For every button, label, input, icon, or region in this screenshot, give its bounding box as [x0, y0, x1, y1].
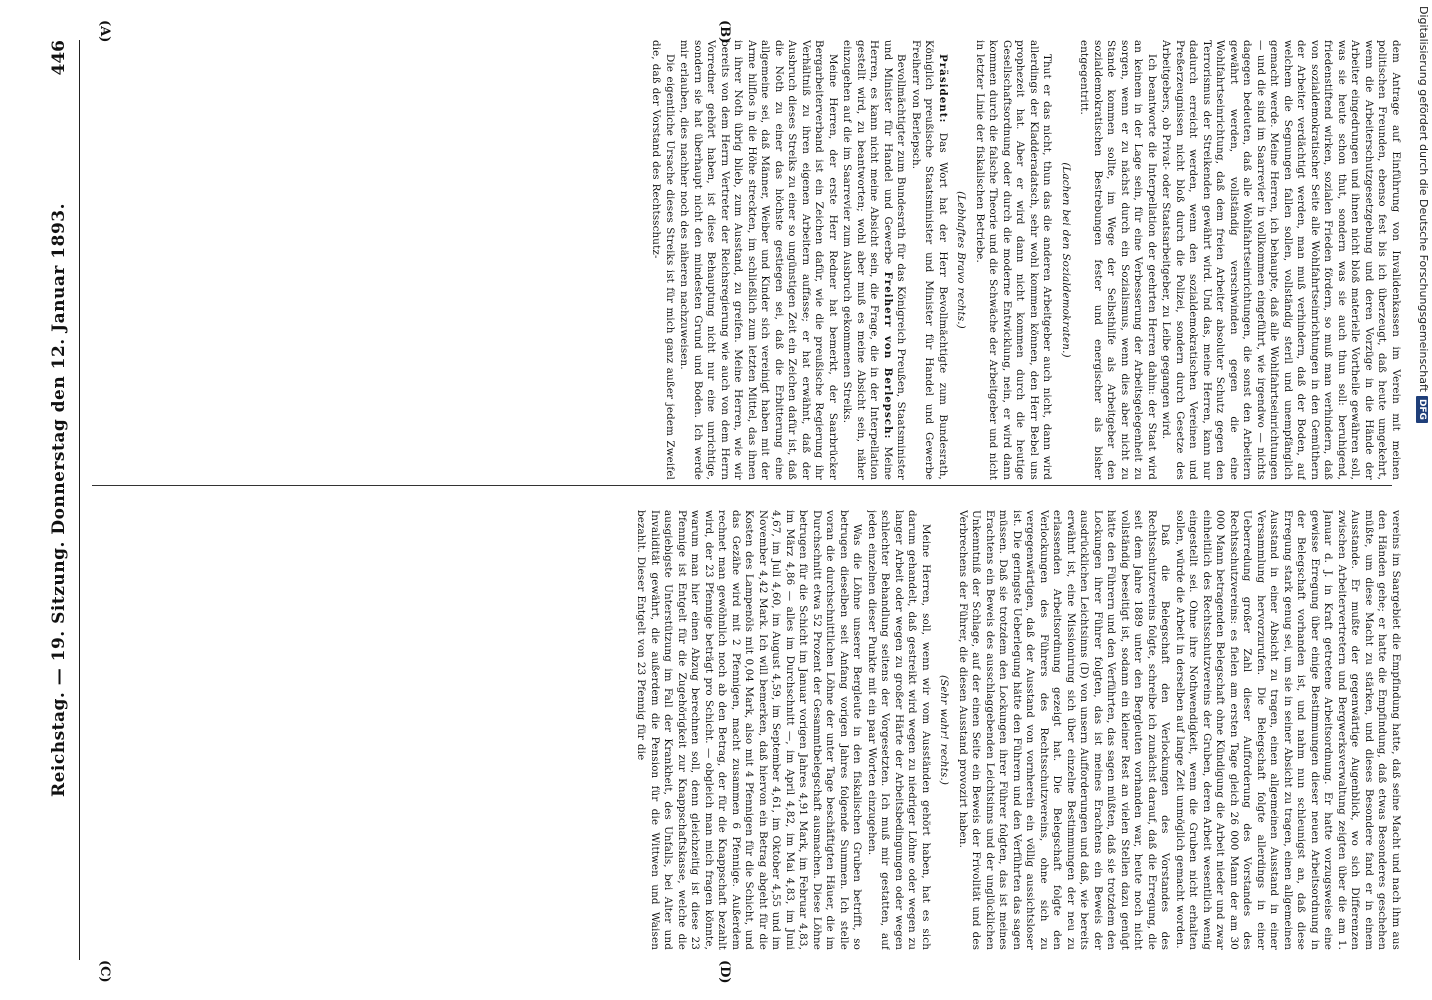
dfg-logo: DFG	[1416, 396, 1428, 423]
column-divider	[92, 485, 1392, 486]
margin-mark-d: (D)	[717, 960, 732, 984]
paragraph: Ich beantworte die Interpellation der geehrten Herren dahin: der Staat wird an keinem in der Lage sein, für eine Verbesserung der Arbeitsgelegenheit zu sorgen, wenn er zu nächst durch ein Sozialismus, wenn dies aber nicht zu Stande kommen sollte, im Wege der Selbsthilfe als Arbeitgeber den sozialdemokratischen Bestrebungen fester und energischer als bisher entgegentritt.	[1078, 40, 1158, 480]
paragraph: Meine Herren, soll, wenn wir vom Ausständen gehört haben, hat es sich darum gehandelt, daß gestreikt wird wegen zu niedriger Löhne oder wegen zu langer Arbeit oder wegen zu großer Härte der Arbeitsbedingungen oder wegen schlechter Behandlung seitens der Vorgesetzten. Ich muß mir gestatten, auf jeden einzelnen dieser Punkte mit ein paar Worten einzugehen.	[866, 510, 932, 950]
paragraph: Daß die Belegschaft den Verlockungen des Vorstandes des Rechtsschutzvereins folgte, schreibe ich zunächst darauf, daß die Erregung, die seit dem Jahre 1889 unter den Bergleuten vorhanden war, heute noch nicht vollständig beseitigt ist, sodann ein kleiner Rest an vielen Stellen dazu genügt hätte den Führern und den Verführten, das sagen müßten, daß sie trotzdem den Lockungen ihrer Führer folgten, das ist meines Erachtens ein Beweis der ausdrücklichen Leichtsinns (D) von unsern Aufforderungen und daß, wie bereits erwähnt ist, eine Missionirung sich über einzelne Bestimmungen der neu zu erlassenden Arbeitsordnung gezeigt hat. Die Belegschaft folgte den Verlockungen des Führers des Rechtsschutzvereins, ohne sich zu vergegenwärtigen, daß der Ausstand von vornherein ein völlig aussichtsloser ist. Die geringste Ueberlegung hätte den Führern und den Verführten das sagen müssen. Daß sie trotzdem den Lockungen ihrer Führer folgten, das ist meines Erachtens ein Beweis des ausschlaggebenden Leichtsinns und der unglücklichen Unkenntniß der Schlage, auf der einen Seite ein Beweis der Frivolität und des Verbrechens der Führer, die diesen Ausstand provozirt haben.	[957, 510, 1172, 950]
margin-mark-a: (A)	[97, 20, 112, 43]
interjection: (Sehr wahr! rechts.)	[938, 674, 951, 786]
running-header	[39, 40, 80, 960]
paragraph: Die eigentliche Ursache dieses Streiks ist für mich ganz außer jedem Zweifel die, daß der Vorstand des Rechtsschutz-	[650, 40, 676, 480]
paragraph: dem Antrage auf Einführung von Invalidenkassen im Verein mit meinen politischen Freunden, ebenso fest bis ich überzeugt, daß heute umgekehrt, wenn die Arbeiterschutzgesetzgebung und deren Vorzüge in die Hände der Arbeiter eingedrungen und ihnen nicht bloß materielle Vortheile gewähren soll, was sie heute schon thut, sondern was sie auch thun soll: beruhigend, friedenstiftend wirken, sozialen Frieden fördern, so muß man verhindern, daß von sozialdemokratischer Seite alle Wohlfahrtseinrichtungen in den Gemüthern der Arbeiter verdächtigt werden, man muß verhindern, daß der Boden, auf welchem die Segnungen fallen sollen, vollständig steril und unempfänglich gemacht werde. Meine Herren, ich behaupte, daß alle Wohlfahrtseinrichtungen — und die sind im Saarrevier in vollkommen eingeführt, wie irgendwo — nichts dagegen bedeuten, daß alle Wohlfahrtseinrichtungen, die sonst den Arbeitern gewährt werden, vollständig verschwinden gegen die eine Wohlfahrtseinrichtung, daß dem freien Arbeiter absoluter Schutz gegen den Terrorismus der Streikenden gewährt wird. Und das, meine Herren, kann nur dadurch erreicht werden, wenn den sozialdemokratischen Vereinen und Preßerzeugnissen nicht bloß durch die Polizei, sondern durch Gesetze des Arbeitgebers, ob Privat- oder Staatsarbeitgeber, zu Leibe gegangen wird.	[1160, 40, 1402, 480]
speaker-paragraph	[840, 40, 908, 480]
running-head-title: Reichstag. — 19. Sitzung. Donnerstag den 12. Januar 1893.	[49, 202, 69, 798]
right-column	[92, 510, 1402, 950]
margin-mark-b: (B)	[717, 20, 732, 44]
speaker-label: Präsident:	[937, 54, 949, 124]
interjection: (Lachen bei den Sozialdemokraten.)	[1060, 162, 1072, 358]
margin-mark-c: (C)	[97, 960, 112, 983]
interjection: (Lebhaftes Bravo rechts.)	[955, 191, 968, 329]
page-number: 446	[49, 40, 69, 76]
speaker-name: Freiherr von Berlepsch:	[882, 271, 894, 440]
paragraph: Was die Löhne unserer Bergleute in den fiskalischen Gruben betrifft, so betrugen dieselben seit Anfang vorigen Jahres folgende Summen. Ich stelle voran die durchschnittlichen Löhne der unter Tage beschäftigten Häuer, die im Durchschnitt etwa 52 Prozent der Gesammtbelegschaft ausmachen. Diese Löhne betrugen für die Schicht im Januar vorigen Jahres 4,91 Mark, im Februar 4,83, im März 4,86 — alles im Durchschnitt —, im April 4,82, im Mai 4,83, im Juni 4,67, im Juli 4,60, im August 4,59, im September 4,61, im Oktober 4,55 und im November 4,42 Mark. Ich will bemerken, daß hiervon ein Betrag abgeht für die Kosten des Lampenöls mit 0,04 Mark, also mit 4 Pfennigen für die Schicht, und das Gezähe wird mit 2 Pfennigen, macht zusammen 6 Pfennige. Außerdem rechnet man gewöhnlich noch ab den Betrag, der für die Knappschaft bezahlt wird, der 23 Pfennige beträgt pro Schicht. — obgleich man mich fragen könnte, warum man hier einen Abzug berechnen soll, denn gleichzeitig ist diese 23 Pfennige ist Entgelt für die Zugehörigkeit zur Knappschaftskasse, welche die ausgiebigste Unterstützung im Fall der Krankheit, des Unfalls, bei Alter und Invalidität gewährt, die außerdem die Pension für die Wittwen und Waisen bezahlt. Dieser Entgelt von 23 Pfennig für die	[635, 510, 864, 950]
paragraph: vereins im Saargebiet die Empfindung hatte, daß seine Macht und nach ihm aus den Händen gehe; er hatte die Empfindung, daß etwas Besonderes geschehen müßte, um diese Macht zu stärken, und dieses Besondere fand er in einem Ausstande. Er mußte der gegenwärtige Augenblick, wo sich Differenzen zwischen Arbeitervertretern und Bergwerksverwaltung zeigten über die am 1. Januar d. J. in Kraft getretene Arbeitsordnung. Er hatte vorzugsweise eine gewisse Erregung über einige Bestimmungen dieser neuen Arbeitsordnung in der Belegschaft vorhanden ist, und nahm nun schleunigst an, daß diese Erregung stark genug sei, um sie in seiner Absicht zu tragen, einen allgemeinen Ausstand in einer Absicht zu tragen, einen allgemeinen Ausstand in einer Versammlung hervorzurufen. Die Belegschaft folgte allerdings in einer Ueberredung großer Zahl dieser Aufforderung des Vorstandes des Rechtsschutzvereins: es fielen am ersten Tage gleich 26 000 Mann der am 30 000 Mann betragenden Belegschaft ohne Kündigung die Arbeit nieder und zwar einheitlich des Rechtsschutzvereins der Gruben, deren Arbeit wesentlich wenig eingestellt sei. Ohne ihre Nothwendigkeit, wenn die Gruben nicht erhalten sollen, würde die Arbeit in derselben auf lange Zeit unmöglich gemacht worden.	[1174, 510, 1402, 950]
paragraph: Meine Herren, der erste Herr Redner hat bemerkt, der Saarbrücker Bergarbeiterverband ist ein Zeichen dafür, wie die preußische Regierung ihr Verhältniß zu ihren eigenen Arbeitern auffasse; er hat erwähnt, daß der Ausbruch dieses Streiks zu einer so ungünstigen Zeit ein Zeichen dafür ist, daß die Noth zu einer das höchste gestiegen sei, daß die Erbitterung eine allgemeine sei, daß Männer, Weiber und Kinder sich vereinigt haben mit der Arme hilflos in die Höhe streckten, im schließlich zum letzten Mittel, das ihnen in ihrer Noth übrig blieb, zum Ausstand, zu greifen. Meine Herren, wie wir bereits von dem Herrn Vertreter der Reichsregierung wie auch von dem Herrn Vorredner gehört haben, ist diese Behauptung nicht nur eine unrichtige, sondern sie hat überhaupt nicht den mindesten Grund und Boden. Ich werde mir erlauben, dies nachher noch des näheren nachzuweisen.	[678, 40, 839, 480]
speaker-paragraph	[909, 40, 950, 480]
left-column	[92, 40, 1402, 480]
paragraph: Thut er das nicht, thun das die anderen Arbeitgeber auch nicht, dann wird allerdings der Kladderadatsch, sehr wohl kommen können, den Herr Bebel uns prophezeit hat. Aber er wird dann nicht kommen durch die heutige Gesellschaftsordnung oder durch die moderne Entwicklung, nein, er wird dann kommen durch die falsche Theorie und die Schwäche der Arbeitgeber und nicht in letzter Linie der fiskalischen Betriebe.	[974, 40, 1054, 480]
speech-text: Meine Herren, es kann nicht meine Absicht sein, die Frage, die in der Interpellation gestellt wird, zu beantworten; wohl aber muß es meine Absicht sein, näher einzugehen auf die im Saarrevier zum Ausbruch gekommenen Streiks.	[841, 40, 894, 480]
speaker-title: Bevollmächtigter zum Bundesrath für das Königreich Preußen, Staatsminister und Minister für Handel und Gewerbe	[882, 40, 908, 480]
credit-line	[1414, 0, 1432, 1000]
credit-text: Digitalisierung gefördert durch die Deutsche Forschungsgemeinschaft	[1417, 6, 1430, 392]
speech-text: Das Wort hat der Herr Bevollmächtigte zum Bundesrath, Königlich preußische Staatsminister und Minister für Handel und Gewerbe Freiherr von Berlepsch.	[910, 40, 949, 480]
